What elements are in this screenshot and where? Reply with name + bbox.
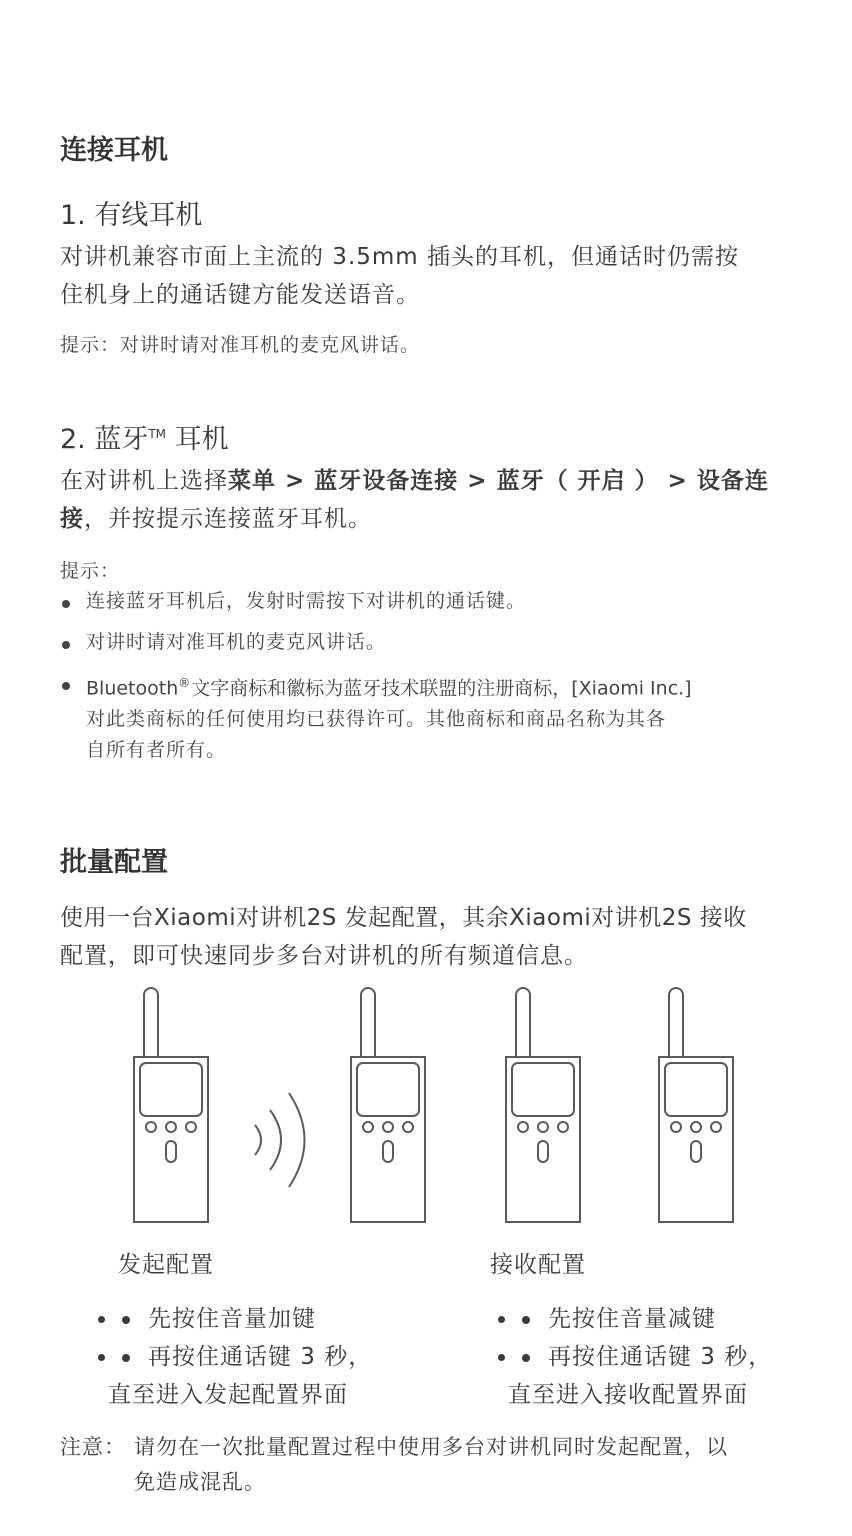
list-item: • 先按住音量加键	[118, 1300, 372, 1338]
list-item-trademark	[60, 670, 800, 764]
tm-mark: TM	[148, 427, 167, 441]
walkie-talkie-icon	[659, 988, 733, 1222]
receive-config-label: 接收配置	[490, 1252, 586, 1278]
note-label: 注意：	[60, 1435, 126, 1459]
trademark-text-1: 文字商标和徽标为蓝牙技术联盟的注册商标，[Xiaomi Inc.]	[191, 677, 692, 700]
batch-line-1: 使用一台Xiaomi对讲机2S 发起配置，其余Xiaomi对讲机2S 接收	[60, 905, 747, 931]
trademark-word: Bluetooth	[86, 677, 179, 700]
trademark-line-1	[86, 670, 800, 702]
bt-line1-prefix: 在对讲机上选择	[60, 468, 228, 494]
walkie-talkie-icon	[506, 988, 580, 1222]
subsection-title-bluetooth	[60, 417, 229, 456]
menu-path-bt-on: 蓝牙（ 开启 ）	[496, 468, 659, 494]
list-item: 对讲时请对准耳机的麦克风讲话。	[60, 629, 800, 656]
batch-note	[60, 1430, 728, 1500]
send-config-label: 发起配置	[118, 1252, 214, 1278]
send-config-steps	[78, 1300, 372, 1376]
list-item: • 再按住通话键 3 秒，	[118, 1338, 372, 1376]
bt-title-suffix: 耳机	[166, 424, 229, 455]
wired-tip: 提示：对讲时请对准耳机的麦克风讲话。	[60, 334, 421, 356]
menu-path-menu: 菜单	[228, 468, 276, 494]
signal-waves-icon	[255, 1093, 305, 1187]
registered-mark: ®	[178, 676, 192, 690]
walkie-talkie-icon	[134, 988, 208, 1222]
bluetooth-description	[60, 462, 769, 538]
batch-config-illustration	[0, 980, 852, 1230]
send-config-continuation: 直至进入发起配置界面	[108, 1382, 348, 1408]
bt-line-2	[60, 500, 769, 538]
bt-title-prefix: 2. 蓝牙	[60, 424, 149, 455]
menu-path-sep-1: >	[276, 468, 315, 494]
section-title-batch-config: 批量配置	[60, 847, 168, 878]
receive-config-steps	[478, 1300, 772, 1376]
bt-line-1	[60, 462, 769, 500]
note-line-1: 请勿在一次批量配置过程中使用多台对讲机同时发起配置，以	[134, 1435, 728, 1459]
trademark-line-2: 对此类商标的任何使用均已获得许可。其他商标和商品名称为其各	[86, 708, 667, 731]
bt-tip-list	[60, 588, 800, 764]
menu-path-sep-3: >	[658, 468, 697, 494]
menu-path-device-connect-a: 设备连	[696, 468, 769, 494]
note-line-2: 免造成混乱。	[134, 1470, 266, 1494]
menu-path-bt-connect: 蓝牙设备连接	[314, 468, 459, 494]
section-title-headphones: 连接耳机	[60, 135, 168, 166]
bt-tip-label: 提示：	[60, 560, 121, 582]
batch-line-2: 配置，即可快速同步多台对讲机的所有频道信息。	[60, 943, 588, 969]
trademark-line-3: 自所有者所有。	[86, 739, 227, 762]
list-item: • 再按住通话键 3 秒，	[518, 1338, 772, 1376]
batch-description	[60, 899, 747, 975]
walkie-talkie-icon	[351, 988, 425, 1222]
wired-description	[60, 238, 739, 314]
subsection-title-wired: 1. 有线耳机	[60, 200, 203, 231]
list-item: 连接蓝牙耳机后，发射时需按下对讲机的通话键。	[60, 588, 800, 615]
menu-path-device-connect-b: 接	[60, 506, 84, 532]
receive-config-continuation: 直至进入接收配置界面	[508, 1382, 748, 1408]
bt-line2-suffix: ，并按提示连接蓝牙耳机。	[84, 506, 372, 532]
list-item: • 先按住音量减键	[518, 1300, 772, 1338]
menu-path-sep-2: >	[458, 468, 497, 494]
wired-line-2: 住机身上的通话键方能发送语音。	[60, 282, 420, 308]
wired-line-1: 对讲机兼容市面上主流的 3.5mm 插头的耳机，但通话时仍需按	[60, 244, 740, 270]
